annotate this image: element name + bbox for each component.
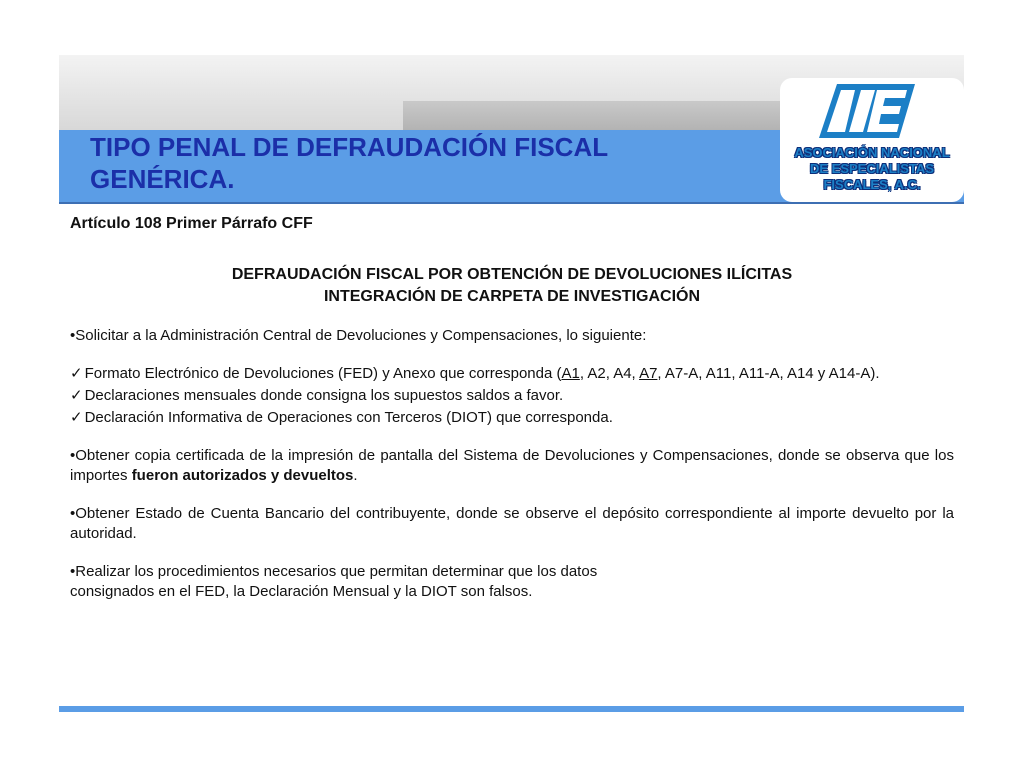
ae-monogram-icon: [815, 80, 919, 142]
header-divider: [59, 202, 964, 204]
bullet-bank-statement: •Obtener Estado de Cuenta Bancario del contribuyente, donde se observe el depósito correspondiente al importe devuelto por la autoridad.: [70, 505, 954, 542]
article-reference: Artículo 108 Primer Párrafo CFF: [70, 215, 313, 232]
bullet-certified-copy: •Obtener copia certificada de la impresión de pantalla del Sistema de Devoluciones y Compensaciones, donde se observa que los importes fueron autorizados y devueltos.: [70, 447, 954, 484]
title-line-2: GENÉRICA.: [90, 164, 235, 194]
section-heading: [70, 264, 954, 308]
title-line-1: TIPO PENAL DE DEFRAUDACIÓN FISCAL: [90, 132, 609, 162]
check-item-monthly: ✓ Declaraciones mensuales donde consigna los supuestos saldos a favor.: [70, 387, 564, 404]
page-title: [90, 131, 730, 195]
check-item-fed: ✓ Formato Electrónico de Devoluciones (FED) y Anexo que corresponda (A1, A2, A4, A7, A7-A, A11, A11-A, A14 y A14-A).: [70, 365, 880, 382]
checkmark-icon: ✓: [70, 387, 83, 404]
bullet-procedures: •Realizar los procedimientos necesarios que permitan determinar que los datos consignados en el FED, la Declaración Mensual y la DIOT son falsos.: [70, 563, 598, 600]
checkmark-icon: ✓: [70, 365, 83, 382]
footer-divider: [59, 706, 964, 712]
logo-line-3: FISCALES, A.C.: [823, 177, 921, 192]
bullet-request: •Solicitar a la Administración Central de Devoluciones y Compensaciones, lo siguiente:: [70, 327, 647, 344]
logo-line-1: ASOCIACIÓN NACIONAL: [794, 145, 950, 160]
organization-logo: [780, 78, 964, 202]
heading-line-2: INTEGRACIÓN DE CARPETA DE INVESTIGACIÓN: [323, 288, 701, 305]
checkmark-icon: ✓: [70, 409, 83, 426]
logo-text: [780, 145, 964, 193]
slide-body: [70, 214, 954, 602]
heading-line-1: DEFRAUDACIÓN FISCAL POR OBTENCIÓN DE DEVOLUCIONES ILÍCITAS: [231, 266, 793, 283]
logo-line-2: DE ESPECIALISTAS: [809, 161, 934, 176]
check-item-diot: ✓ Declaración Informativa de Operaciones con Terceros (DIOT) que corresponda.: [70, 409, 613, 426]
